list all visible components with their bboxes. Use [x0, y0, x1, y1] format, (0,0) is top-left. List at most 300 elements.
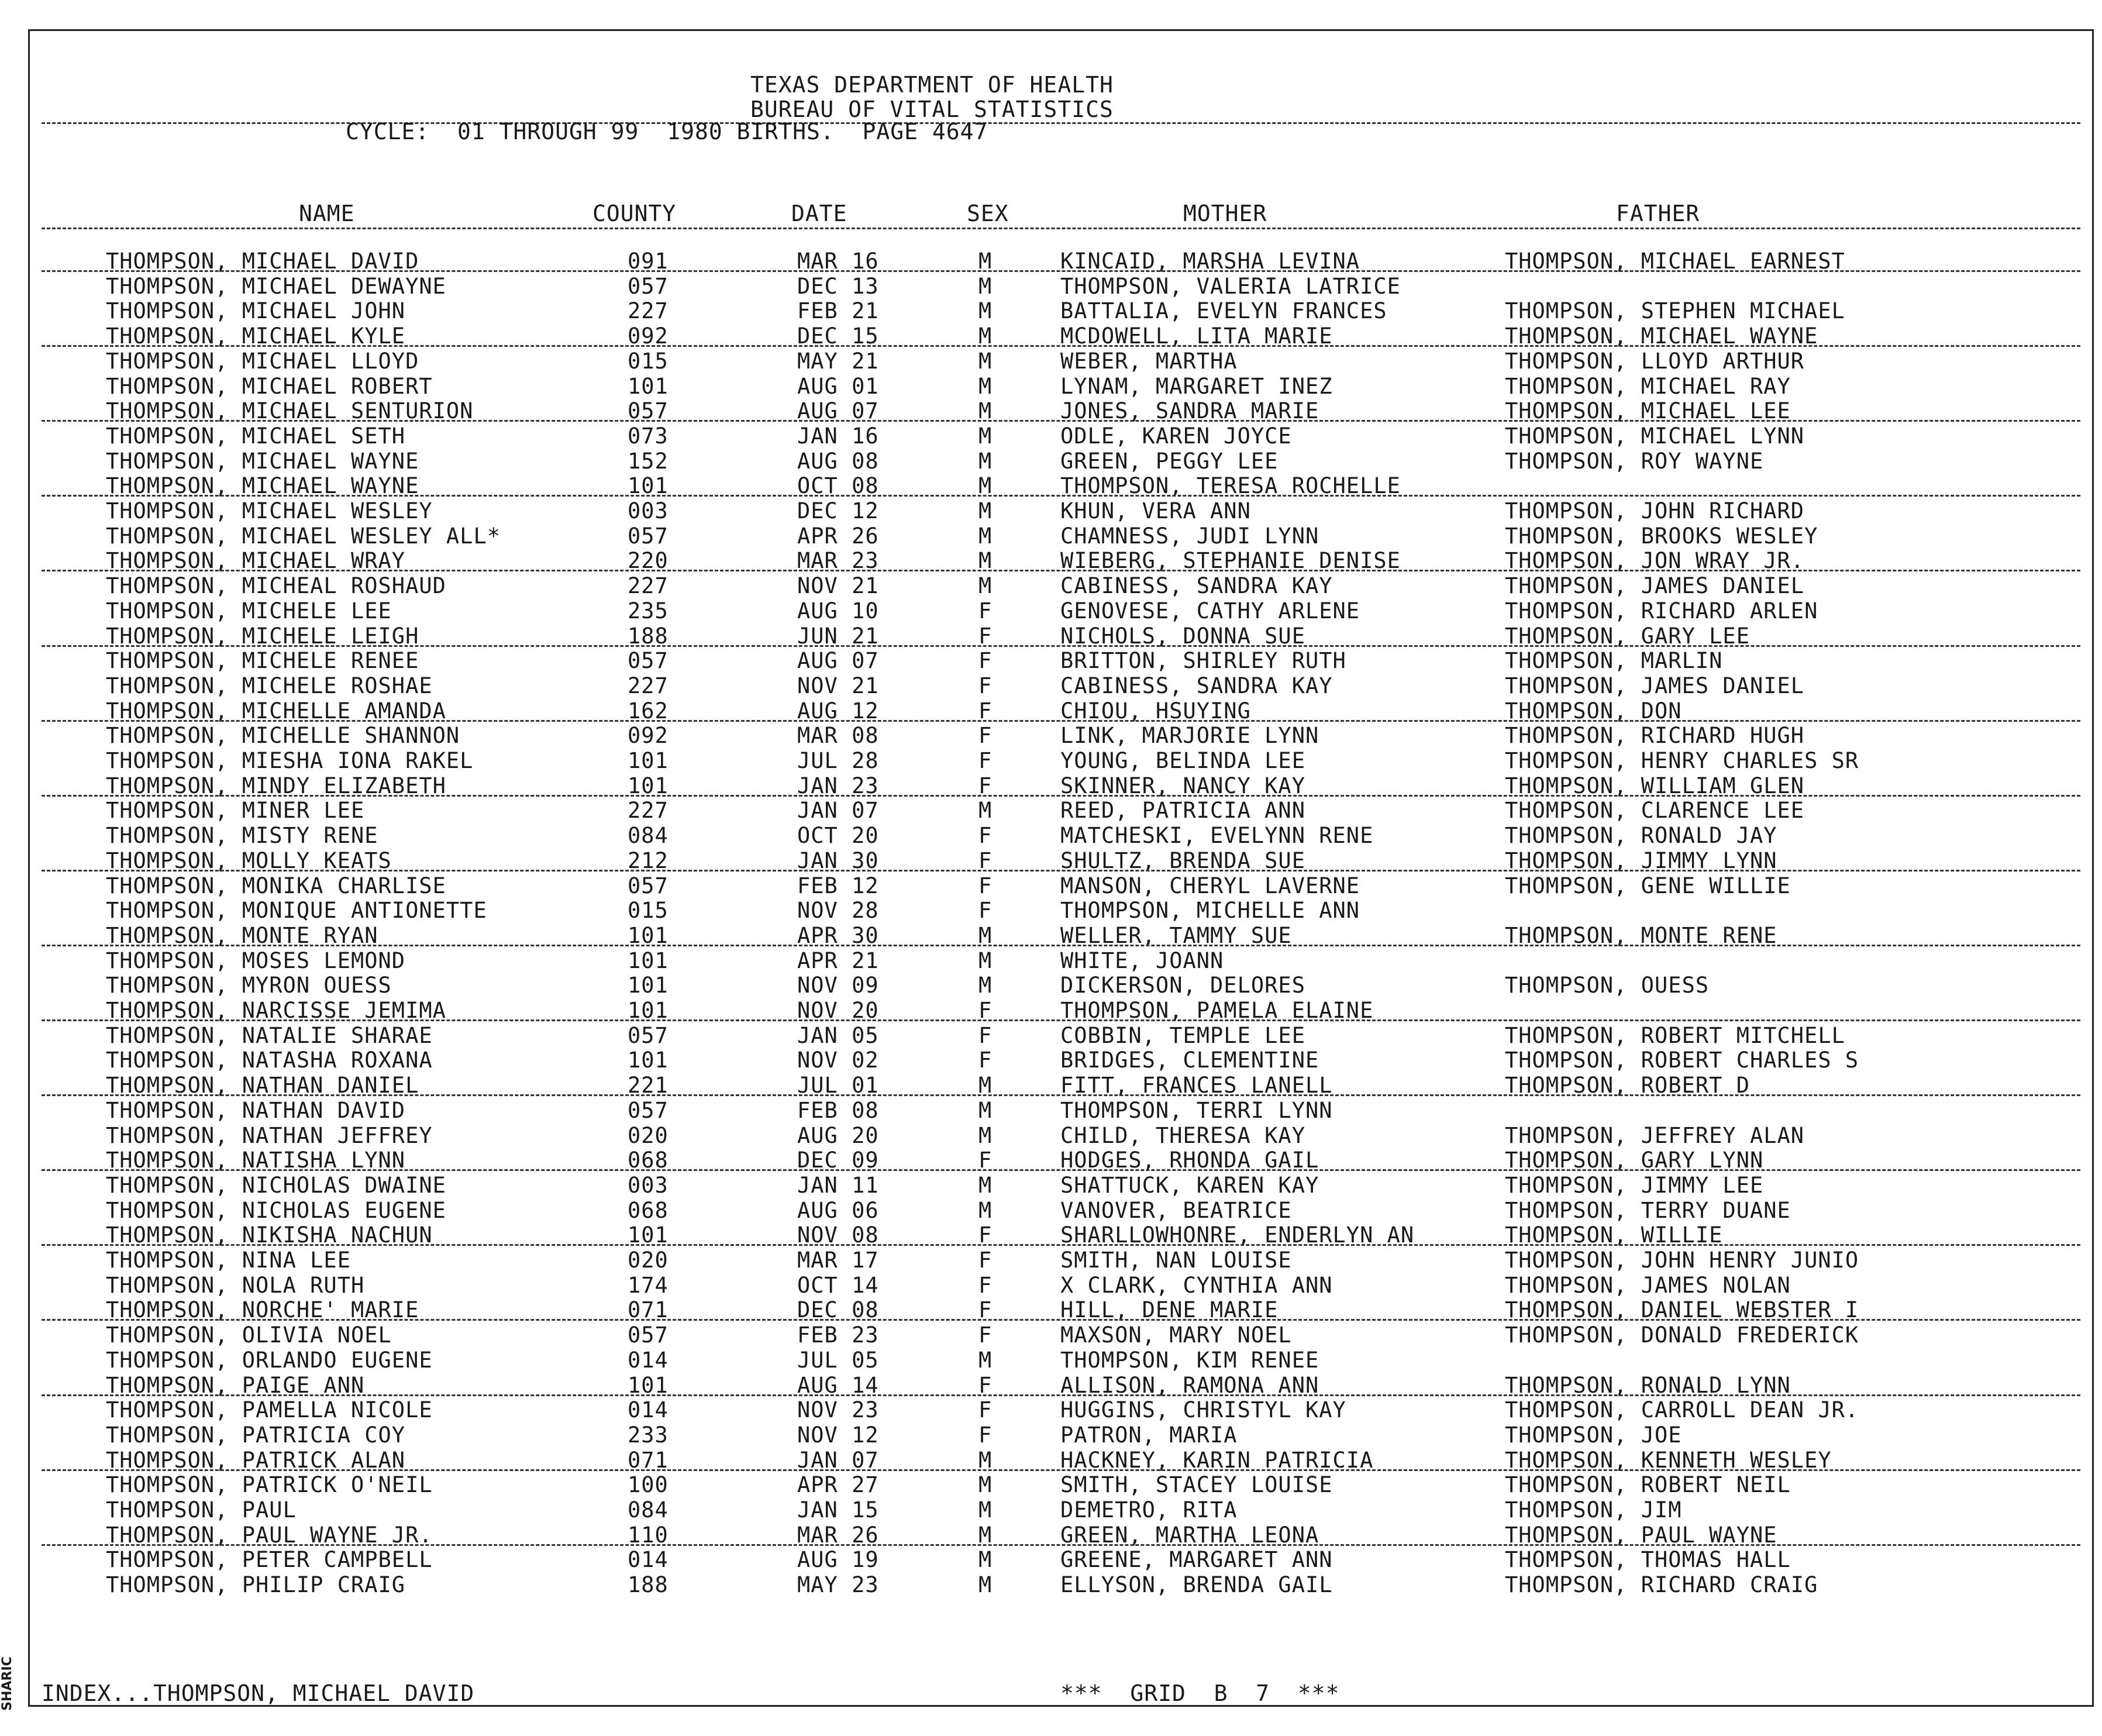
- cell-county: 020: [628, 1248, 668, 1273]
- cell-county: 057: [628, 523, 668, 549]
- cell-county: 092: [628, 323, 668, 349]
- table-row: [30, 449, 2092, 474]
- cell-name: THOMPSON, MICHAEL WESLEY ALL*: [106, 523, 501, 549]
- table-row: [30, 274, 2092, 299]
- cell-father: THOMPSON, ROBERT CHARLES S: [1505, 1048, 1859, 1073]
- cell-date: MAY 23: [797, 1572, 879, 1598]
- table-row: [30, 848, 2092, 873]
- cell-mother: HILL, DENE MARIE: [1060, 1297, 1279, 1323]
- cell-county: 015: [628, 898, 668, 924]
- cell-father: THOMPSON, RONALD LYNN: [1505, 1372, 1791, 1398]
- table-row: [30, 1497, 2092, 1523]
- cell-sex: M: [978, 573, 993, 599]
- cell-mother: YOUNG, BELINDA LEE: [1060, 748, 1305, 773]
- cell-date: JAN 07: [797, 798, 879, 824]
- cell-sex: F: [978, 723, 993, 749]
- cell-mother: THOMPSON, TERESA ROCHELLE: [1060, 473, 1401, 499]
- cell-father: THOMPSON, ROBERT D: [1505, 1073, 1750, 1098]
- cell-name: THOMPSON, NIKISHA NACHUN: [106, 1222, 433, 1248]
- cell-sex: M: [978, 1197, 993, 1223]
- cell-father: THOMPSON, THOMAS HALL: [1505, 1547, 1791, 1573]
- table-row: [30, 673, 2092, 698]
- cell-mother: CABINESS, SANDRA KAY: [1060, 573, 1333, 599]
- table-row: [30, 1248, 2092, 1273]
- table-row: [30, 548, 2092, 573]
- cell-father: THOMPSON, HENRY CHARLES SR: [1505, 748, 1859, 773]
- cell-name: THOMPSON, MINER LEE: [106, 798, 365, 824]
- cell-county: 101: [628, 1048, 668, 1073]
- cell-name: THOMPSON, NATHAN JEFFREY: [106, 1122, 433, 1148]
- cell-county: 073: [628, 423, 668, 449]
- cell-name: THOMPSON, MONIKA CHARLISE: [106, 873, 446, 898]
- cell-county: 092: [628, 723, 668, 749]
- cell-name: THOMPSON, MICHAEL ROBERT: [106, 373, 433, 399]
- cell-father: THOMPSON, RONALD JAY: [1505, 823, 1777, 849]
- cell-name: THOMPSON, MICHAEL DAVID: [106, 249, 419, 274]
- table-row: [30, 1297, 2092, 1322]
- cell-county: 227: [628, 573, 668, 599]
- cell-mother: WELLER, TAMMY SUE: [1060, 922, 1292, 948]
- table-row: [30, 1547, 2092, 1572]
- table-row: [30, 1472, 2092, 1497]
- cell-mother: ELLYSON, BRENDA GAIL: [1060, 1572, 1333, 1598]
- cell-mother: BATTALIA, EVELYN FRANCES: [1060, 298, 1387, 324]
- cell-mother: SKINNER, NANCY KAY: [1060, 773, 1305, 798]
- table-row: [30, 1322, 2092, 1348]
- cell-county: 227: [628, 298, 668, 324]
- cell-mother: SMITH, STACEY LOUISE: [1060, 1472, 1333, 1498]
- cell-mother: DEMETRO, RITA: [1060, 1497, 1238, 1523]
- cell-name: THOMPSON, MICHELLE AMANDA: [106, 698, 446, 724]
- cell-date: JAN 07: [797, 1447, 879, 1473]
- cell-date: APR 21: [797, 948, 879, 973]
- col-date-header: DATE: [791, 201, 847, 226]
- cell-county: 101: [628, 473, 668, 499]
- cell-name: THOMPSON, MICHAEL WAYNE: [106, 473, 419, 499]
- cell-father: THOMPSON, JAMES DANIEL: [1505, 673, 1805, 698]
- cell-mother: CABINESS, SANDRA KAY: [1060, 673, 1333, 698]
- cell-sex: M: [978, 1122, 993, 1148]
- table-row: [30, 1572, 2092, 1597]
- cell-mother: BRIDGES, CLEMENTINE: [1060, 1048, 1319, 1073]
- cell-county: 110: [628, 1522, 668, 1548]
- cycle-line: CYCLE: 01 THROUGH 99 1980 BIRTHS. PAGE 4647: [346, 119, 988, 144]
- cell-name: THOMPSON, MOSES LEMOND: [106, 948, 406, 973]
- cell-name: THOMPSON, NARCISSE JEMIMA: [106, 998, 446, 1023]
- cell-date: AUG 08: [797, 448, 879, 474]
- table-row: [30, 723, 2092, 748]
- cell-father: THOMPSON, PAUL WAYNE: [1505, 1522, 1777, 1548]
- cell-sex: M: [978, 1472, 993, 1498]
- cell-county: 101: [628, 773, 668, 798]
- cell-mother: WHITE, JOANN: [1060, 948, 1224, 973]
- cell-father: THOMPSON, STEPHEN MICHAEL: [1505, 298, 1845, 324]
- cell-father: THOMPSON, GENE WILLIE: [1505, 873, 1791, 898]
- cell-date: OCT 14: [797, 1272, 879, 1298]
- cell-name: THOMPSON, MINDY ELIZABETH: [106, 773, 446, 798]
- cell-father: THOMPSON, JOHN RICHARD: [1505, 498, 1805, 523]
- cell-county: 212: [628, 848, 668, 873]
- cell-date: JUL 01: [797, 1073, 879, 1098]
- cell-sex: M: [978, 398, 993, 424]
- cell-date: FEB 08: [797, 1097, 879, 1123]
- table-row: [30, 923, 2092, 948]
- cell-sex: M: [978, 798, 993, 824]
- cell-name: THOMPSON, NATALIE SHARAE: [106, 1022, 433, 1048]
- cell-mother: ODLE, KAREN JOYCE: [1060, 423, 1292, 449]
- cell-county: 188: [628, 1572, 668, 1598]
- table-row: [30, 498, 2092, 523]
- cell-father: THOMPSON, DONALD FREDERICK: [1505, 1322, 1859, 1348]
- cell-sex: M: [978, 973, 993, 998]
- cell-date: MAY 21: [797, 348, 879, 374]
- cell-mother: MCDOWELL, LITA MARIE: [1060, 323, 1333, 349]
- cell-name: THOMPSON, MICHELE RENEE: [106, 648, 419, 674]
- cell-sex: M: [978, 373, 993, 399]
- cell-county: 091: [628, 249, 668, 274]
- cell-father: THOMPSON, JIMMY LEE: [1505, 1172, 1764, 1198]
- cell-mother: THOMPSON, MICHELLE ANN: [1060, 898, 1360, 924]
- cell-date: JUN 21: [797, 623, 879, 649]
- cell-date: JAN 16: [797, 423, 879, 449]
- cell-mother: REED, PATRICIA ANN: [1060, 798, 1305, 824]
- cell-mother: COBBIN, TEMPLE LEE: [1060, 1022, 1305, 1048]
- cell-date: JAN 30: [797, 848, 879, 873]
- cell-sex: M: [978, 1347, 993, 1373]
- cell-date: APR 26: [797, 523, 879, 549]
- table-row: [30, 798, 2092, 823]
- cell-mother: GREEN, PEGGY LEE: [1060, 448, 1279, 474]
- table-row: [30, 1422, 2092, 1448]
- cell-mother: GENOVESE, CATHY ARLENE: [1060, 598, 1360, 624]
- cell-date: JAN 11: [797, 1172, 879, 1198]
- side-label: [0, 1649, 25, 1720]
- cell-mother: SHATTUCK, KAREN KAY: [1060, 1172, 1319, 1198]
- cell-date: NOV 28: [797, 898, 879, 924]
- cell-date: MAR 23: [797, 548, 879, 574]
- cell-sex: F: [978, 598, 993, 624]
- cell-father: THOMPSON, OUESS: [1505, 973, 1710, 998]
- cell-sex: F: [978, 1048, 993, 1073]
- cell-father: THOMPSON, GARY LYNN: [1505, 1148, 1764, 1173]
- cell-county: 015: [628, 348, 668, 374]
- table-row: [30, 1198, 2092, 1223]
- cell-mother: HACKNEY, KARIN PATRICIA: [1060, 1447, 1374, 1473]
- cell-mother: BRITTON, SHIRLEY RUTH: [1060, 648, 1346, 674]
- cell-name: THOMPSON, PAIGE ANN: [106, 1372, 365, 1398]
- table-row: [30, 1222, 2092, 1248]
- cell-date: AUG 07: [797, 648, 879, 674]
- cell-sex: M: [978, 1447, 993, 1473]
- cell-sex: F: [978, 848, 993, 873]
- cell-date: NOV 21: [797, 573, 879, 599]
- cell-mother: MANSON, CHERYL LAVERNE: [1060, 873, 1360, 898]
- cell-name: THOMPSON, MICHAEL SETH: [106, 423, 406, 449]
- cell-date: FEB 23: [797, 1322, 879, 1348]
- table-row: [30, 1523, 2092, 1548]
- cell-sex: F: [978, 773, 993, 798]
- cell-date: NOV 21: [797, 673, 879, 698]
- cell-name: THOMPSON, PETER CAMPBELL: [106, 1547, 433, 1573]
- cell-name: THOMPSON, PHILIP CRAIG: [106, 1572, 406, 1598]
- cell-mother: LYNAM, MARGARET INEZ: [1060, 373, 1333, 399]
- table-row: [30, 249, 2092, 274]
- cell-mother: KHUN, VERA ANN: [1060, 498, 1251, 523]
- cell-county: 057: [628, 1322, 668, 1348]
- cell-county: 101: [628, 948, 668, 973]
- cell-sex: F: [978, 1248, 993, 1273]
- cell-date: NOV 23: [797, 1397, 879, 1423]
- table-row: [30, 323, 2092, 349]
- cell-father: THOMPSON, WILLIAM GLEN: [1505, 773, 1805, 798]
- cell-date: MAR 08: [797, 723, 879, 749]
- cell-date: NOV 12: [797, 1422, 879, 1448]
- table-row: [30, 598, 2092, 624]
- cell-mother: CHAMNESS, JUDI LYNN: [1060, 523, 1319, 549]
- cell-name: THOMPSON, NICHOLAS DWAINE: [106, 1172, 446, 1198]
- table-row: [30, 1273, 2092, 1298]
- cell-county: 057: [628, 1097, 668, 1123]
- cell-county: 101: [628, 922, 668, 948]
- table-row: [30, 1023, 2092, 1048]
- cell-date: DEC 08: [797, 1297, 879, 1323]
- cell-father: THOMPSON, TERRY DUANE: [1505, 1197, 1791, 1223]
- cell-sex: M: [978, 298, 993, 324]
- cell-father: THOMPSON, MICHAEL LEE: [1505, 398, 1791, 424]
- cell-mother: WIEBERG, STEPHANIE DENISE: [1060, 548, 1401, 574]
- table-row: [30, 1373, 2092, 1398]
- cell-county: 084: [628, 823, 668, 849]
- cell-date: DEC 09: [797, 1148, 879, 1173]
- cell-date: OCT 20: [797, 823, 879, 849]
- cell-mother: LINK, MARJORIE LYNN: [1060, 723, 1319, 749]
- cell-father: THOMPSON, RICHARD ARLEN: [1505, 598, 1818, 624]
- cell-name: THOMPSON, PAMELLA NICOLE: [106, 1397, 433, 1423]
- cell-mother: THOMPSON, TERRI LYNN: [1060, 1097, 1333, 1123]
- cell-name: THOMPSON, NOLA RUTH: [106, 1272, 365, 1298]
- cell-mother: GREEN, MARTHA LEONA: [1060, 1522, 1319, 1548]
- cell-date: NOV 20: [797, 998, 879, 1023]
- cell-county: 101: [628, 998, 668, 1023]
- cell-mother: ALLISON, RAMONA ANN: [1060, 1372, 1319, 1398]
- cell-mother: CHILD, THERESA KAY: [1060, 1122, 1305, 1148]
- cell-sex: M: [978, 1572, 993, 1598]
- col-name-header: NAME: [299, 201, 355, 226]
- cell-father: THOMPSON, JON WRAY JR.: [1505, 548, 1805, 574]
- cell-date: APR 30: [797, 922, 879, 948]
- cell-county: 220: [628, 548, 668, 574]
- table-row: [30, 1173, 2092, 1198]
- cell-sex: F: [978, 1272, 993, 1298]
- cell-mother: HODGES, RHONDA GAIL: [1060, 1148, 1319, 1173]
- cell-sex: F: [978, 1422, 993, 1448]
- cell-sex: M: [978, 498, 993, 523]
- cell-sex: F: [978, 673, 993, 698]
- table-row: [30, 748, 2092, 773]
- cell-date: JUL 28: [797, 748, 879, 773]
- cell-county: 227: [628, 673, 668, 698]
- cell-date: AUG 20: [797, 1122, 879, 1148]
- cell-sex: F: [978, 648, 993, 674]
- cell-father: THOMPSON, ROY WAYNE: [1505, 448, 1764, 474]
- table-row: [30, 1148, 2092, 1173]
- cell-sex: M: [978, 323, 993, 349]
- cell-date: NOV 02: [797, 1048, 879, 1073]
- cell-county: 233: [628, 1422, 668, 1448]
- cell-mother: THOMPSON, KIM RENEE: [1060, 1347, 1319, 1373]
- cell-father: THOMPSON, JOE: [1505, 1422, 1682, 1448]
- cell-sex: M: [978, 1172, 993, 1198]
- cell-county: 101: [628, 973, 668, 998]
- side-label-text: SHARIC: [0, 1656, 15, 1711]
- cell-sex: M: [978, 448, 993, 474]
- cell-county: 057: [628, 873, 668, 898]
- cell-county: 221: [628, 1073, 668, 1098]
- cell-county: 071: [628, 1297, 668, 1323]
- cell-sex: M: [978, 348, 993, 374]
- cell-county: 003: [628, 1172, 668, 1198]
- table-row: [30, 1123, 2092, 1148]
- cell-county: 152: [628, 448, 668, 474]
- cell-mother: VANOVER, BEATRICE: [1060, 1197, 1292, 1223]
- cell-name: THOMPSON, PAUL: [106, 1497, 297, 1523]
- cell-county: 101: [628, 748, 668, 773]
- cell-father: THOMPSON, KENNETH WESLEY: [1505, 1447, 1832, 1473]
- cell-sex: F: [978, 698, 993, 724]
- cell-mother: DICKERSON, DELORES: [1060, 973, 1305, 998]
- cell-county: 057: [628, 648, 668, 674]
- cell-father: THOMPSON, JAMES DANIEL: [1505, 573, 1805, 599]
- col-mother-header: MOTHER: [1183, 201, 1267, 226]
- table-row: [30, 648, 2092, 673]
- cell-father: THOMPSON, CARROLL DEAN JR.: [1505, 1397, 1859, 1423]
- cell-mother: SHARLLOWHONRE, ENDERLYN AN: [1060, 1222, 1415, 1248]
- table-row: [30, 374, 2092, 399]
- cell-sex: F: [978, 1022, 993, 1048]
- cell-date: FEB 12: [797, 873, 879, 898]
- cell-name: THOMPSON, ORLANDO EUGENE: [106, 1347, 433, 1373]
- table-row: [30, 873, 2092, 898]
- cell-father: THOMPSON, ROBERT MITCHELL: [1505, 1022, 1845, 1048]
- table-row: [30, 1448, 2092, 1473]
- col-sex-header: SEX: [967, 201, 1009, 226]
- cell-county: 068: [628, 1197, 668, 1223]
- cell-name: THOMPSON, MICHAEL DEWAYNE: [106, 273, 446, 299]
- cell-sex: F: [978, 1322, 993, 1348]
- cell-county: 003: [628, 498, 668, 523]
- cell-date: AUG 06: [797, 1197, 879, 1223]
- cell-date: AUG 07: [797, 398, 879, 424]
- cell-name: THOMPSON, NORCHE' MARIE: [106, 1297, 419, 1323]
- cell-date: JAN 05: [797, 1022, 879, 1048]
- cell-date: AUG 14: [797, 1372, 879, 1398]
- cell-sex: M: [978, 548, 993, 574]
- cell-name: THOMPSON, NATASHA ROXANA: [106, 1048, 433, 1073]
- cell-name: THOMPSON, PAUL WAYNE JR.: [106, 1522, 433, 1548]
- cell-county: 227: [628, 798, 668, 824]
- cell-name: THOMPSON, PATRICIA COY: [106, 1422, 406, 1448]
- cell-sex: F: [978, 1222, 993, 1248]
- cell-father: THOMPSON, JAMES NOLAN: [1505, 1272, 1791, 1298]
- cell-county: 020: [628, 1122, 668, 1148]
- table-row: [30, 298, 2092, 323]
- cell-county: 100: [628, 1472, 668, 1498]
- table-row: [30, 898, 2092, 923]
- cell-name: THOMPSON, NATHAN DAVID: [106, 1097, 406, 1123]
- cell-date: MAR 26: [797, 1522, 879, 1548]
- col-county-header: COUNTY: [592, 201, 677, 226]
- cell-father: THOMPSON, GARY LEE: [1505, 623, 1750, 649]
- cell-sex: F: [978, 1372, 993, 1398]
- cell-county: 057: [628, 1022, 668, 1048]
- cell-father: THOMPSON, JOHN HENRY JUNIO: [1505, 1248, 1859, 1273]
- cell-sex: M: [978, 273, 993, 299]
- cell-father: THOMPSON, JIM: [1505, 1497, 1682, 1523]
- cell-mother: THOMPSON, VALERIA LATRICE: [1060, 273, 1401, 299]
- cell-father: THOMPSON, ROBERT NEIL: [1505, 1472, 1791, 1498]
- cell-county: 014: [628, 1547, 668, 1573]
- cell-date: MAR 17: [797, 1248, 879, 1273]
- cell-county: 014: [628, 1347, 668, 1373]
- footer-grid: *** GRID B 7 ***: [1060, 1680, 1340, 1706]
- cell-sex: M: [978, 922, 993, 948]
- cell-name: THOMPSON, MICHAEL JOHN: [106, 298, 406, 324]
- table-row: [30, 1098, 2092, 1123]
- cell-sex: M: [978, 948, 993, 973]
- cell-county: 084: [628, 1497, 668, 1523]
- cell-mother: JONES, SANDRA MARIE: [1060, 398, 1319, 424]
- cell-mother: MAXSON, MARY NOEL: [1060, 1322, 1292, 1348]
- cell-date: AUG 01: [797, 373, 879, 399]
- cell-father: THOMPSON, MARLIN: [1505, 648, 1723, 674]
- cell-date: JAN 15: [797, 1497, 879, 1523]
- cell-father: THOMPSON, BROOKS WESLEY: [1505, 523, 1818, 549]
- cell-sex: M: [978, 1073, 993, 1098]
- document-frame: [28, 29, 2094, 1707]
- cell-sex: M: [978, 1097, 993, 1123]
- cell-mother: X CLARK, CYNTHIA ANN: [1060, 1272, 1333, 1298]
- cell-date: OCT 08: [797, 473, 879, 499]
- cell-sex: F: [978, 898, 993, 924]
- cell-name: THOMPSON, MICHELE LEIGH: [106, 623, 419, 649]
- cell-county: 057: [628, 273, 668, 299]
- cell-date: DEC 12: [797, 498, 879, 523]
- cell-county: 068: [628, 1148, 668, 1173]
- cell-sex: M: [978, 1522, 993, 1548]
- cell-name: THOMPSON, MIESHA IONA RAKEL: [106, 748, 474, 773]
- agency-title: TEXAS DEPARTMENT OF HEALTH: [750, 72, 1114, 98]
- cell-sex: M: [978, 249, 993, 274]
- cell-name: THOMPSON, NICHOLAS EUGENE: [106, 1197, 446, 1223]
- cell-mother: THOMPSON, PAMELA ELAINE: [1060, 998, 1374, 1023]
- cell-mother: SMITH, NAN LOUISE: [1060, 1248, 1292, 1273]
- cell-name: THOMPSON, MICHAEL LLOYD: [106, 348, 419, 374]
- cell-father: THOMPSON, MONTE RENE: [1505, 922, 1777, 948]
- cell-name: THOMPSON, MICHAEL WRAY: [106, 548, 406, 574]
- cell-sex: M: [978, 423, 993, 449]
- table-row: [30, 773, 2092, 798]
- cell-name: THOMPSON, MICHELE LEE: [106, 598, 392, 624]
- cell-name: THOMPSON, MISTY RENE: [106, 823, 378, 849]
- cell-date: DEC 13: [797, 273, 879, 299]
- cell-father: THOMPSON, DANIEL WEBSTER I: [1505, 1297, 1859, 1323]
- cell-name: THOMPSON, MICHELLE SHANNON: [106, 723, 460, 749]
- table-row: [30, 998, 2092, 1023]
- bureau-title: BUREAU OF VITAL STATISTICS: [750, 97, 1114, 122]
- cell-father: THOMPSON, DON: [1505, 698, 1682, 724]
- cell-date: FEB 21: [797, 298, 879, 324]
- cell-name: THOMPSON, MONTE RYAN: [106, 922, 378, 948]
